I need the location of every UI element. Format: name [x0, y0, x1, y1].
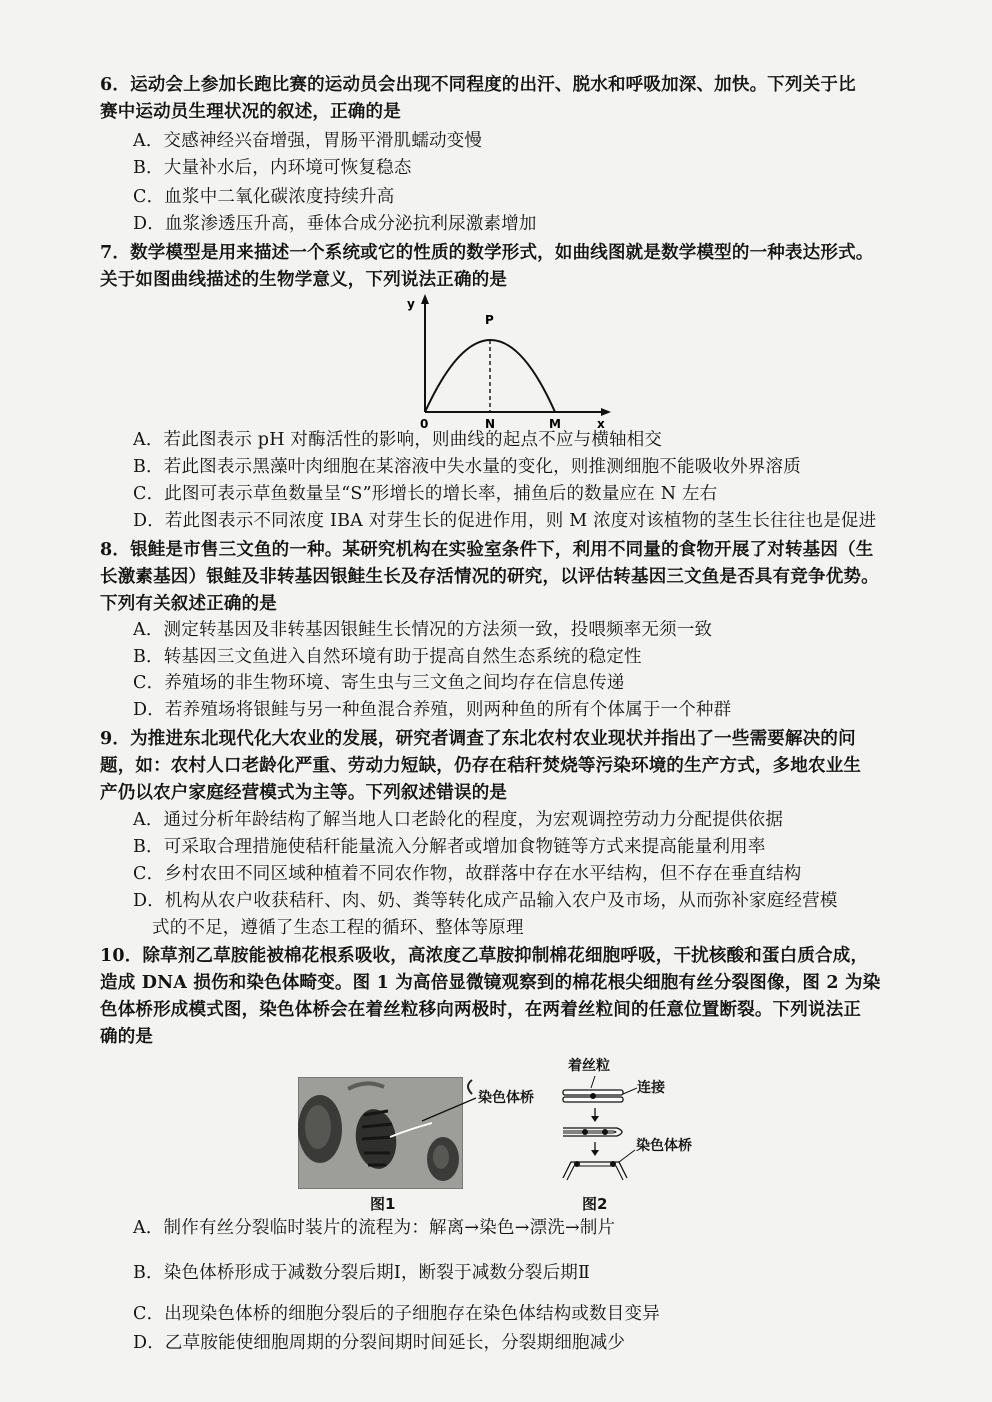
y-axis-label: y [407, 297, 415, 311]
q7-option-d: D．若此图表示不同浓度 IBA 对芽生长的促进作用，则 M 浓度对该植物的茎生长往往也是促进 [133, 511, 877, 531]
q6-option-c: C．血浆中二氧化碳浓度持续升高 [133, 187, 395, 207]
y-axis-arrow [421, 294, 429, 304]
q9-option-d: D．机构从农户收获秸秆、肉、奶、粪等转化成产品输入农户及市场，从而弥补家庭经营模 [133, 891, 838, 911]
q9-stem-line-3: 产仍以农户家庭经营模式为主等。下列叙述错误的是 [100, 783, 508, 803]
q7-option-a: A．若此图表示 pH 对酶活性的影响，则曲线的起点不应与横轴相交 [133, 430, 663, 450]
q9-option-a: A．通过分析年龄结构了解当地人口老龄化的程度，为宏观调控劳动力分配提供依据 [133, 810, 784, 830]
n-label: N [485, 417, 496, 431]
q9-stem-line-2: 题，如：农村人口老龄化严重、劳动力短缺，仍存在秸秆焚烧等污染环境的生产方式，多地农业生 [100, 756, 862, 776]
figure-1-leader-line [420, 1095, 480, 1125]
figure-2-centromere-label: 着丝粒 [568, 1058, 610, 1074]
q8-option-d: D．若养殖场将银鲑与另一种鱼混合养殖，则两种鱼的所有个体属于一个种群 [133, 700, 732, 720]
q8-stem-line-3: 下列有关叙述正确的是 [100, 594, 277, 614]
q8-option-b: B．转基因三文鱼进入自然环境有助于提高自然生态系统的稳定性 [133, 647, 642, 667]
q9-option-b: B．可采取合理措施使秸秆能量流入分解者或增加食物链等方式来提高能量利用率 [133, 837, 766, 857]
q6-option-b: B．大量补水后，内环境可恢复稳态 [133, 158, 412, 178]
figure-2-caption: 图2 [582, 1195, 608, 1213]
figure-1-micrograph [298, 1077, 463, 1189]
q10-stem-line-1: 10．除草剂乙草胺能被棉花根系吸收，高浓度乙草胺抑制棉花细胞呼吸，干扰核酸和蛋白质合成， [100, 946, 869, 966]
q10-option-c: C．出现染色体桥的细胞分裂后的子细胞存在染色体结构或数目变异 [133, 1304, 660, 1324]
q10-stem-line-4: 确的是 [100, 1027, 154, 1047]
q9-option-d-continued: 式的不足，遵循了生态工程的循环、整体等原理 [152, 918, 524, 938]
figure-2-chromosome-bridge-label: 染色体桥 [636, 1138, 692, 1154]
figure-2-join-label: 连接 [637, 1080, 665, 1096]
q8-option-a: A．测定转基因及非转基因银鲑生长情况的方法须一致，投喂频率无须一致 [133, 620, 713, 640]
x-axis-arrow [601, 408, 611, 416]
q8-stem-line-2: 长激素基因）银鲑及非转基因银鲑生长及存活情况的研究，以评估转基因三文鱼是否具有竞争优势。 [100, 567, 879, 587]
q6-option-a: A．交感神经兴奋增强，胃肠平滑肌蠕动变慢 [133, 131, 483, 151]
q7-stem-line-1: 7．数学模型是用来描述一个系统或它的性质的数学形式，如曲线图就是数学模型的一种表达形式。 [100, 243, 874, 263]
origin-label: 0 [420, 417, 429, 431]
q7-option-c: C．此图可表示草鱼数量呈“S”形增长的增长率，捕鱼后的数量应在 N 左右 [133, 484, 718, 504]
q9-stem-line-1: 9．为推进东北现代化大农业的发展，研究者调查了东北农村农业现状并指出了一些需要解决的问 [100, 729, 856, 749]
q10-stem-line-3: 色体桥形成模式图，染色体桥会在着丝粒移向两极时，在两着丝粒间的任意位置断裂。下列说法正 [100, 1000, 862, 1020]
figure-1-chromosome-bridge-label: 染色体桥 [478, 1090, 534, 1106]
q10-option-a: A．制作有丝分裂临时装片的流程为：解离→染色→漂洗→制片 [133, 1218, 616, 1238]
q8-option-c: C．养殖场的非生物环境、寄生虫与三文鱼之间均存在信息传递 [133, 673, 625, 693]
q7-option-b: B．若此图表示黑藻叶肉细胞在某溶液中失水量的变化，则推测细胞不能吸收外界溶质 [133, 457, 801, 477]
q7-stem-line-2: 关于如图曲线描述的生物学意义，下列说法正确的是 [100, 270, 508, 290]
figure-1-caption: 图1 [370, 1195, 396, 1213]
q8-stem-line-1: 8．银鲑是市售三文鱼的一种。某研究机构在实验室条件下，利用不同量的食物开展了对转基因（生 [100, 540, 874, 560]
q6-stem-line-1: 6．运动会上参加长跑比赛的运动员会出现不同程度的出汗、脱水和呼吸加深、加快。下列关于比 [100, 75, 856, 95]
q6-stem-line-2: 赛中运动员生理状况的叙述，正确的是 [100, 102, 401, 122]
q10-stem-line-2: 造成 DNA 损伤和染色体畸变。图 1 为高倍显微镜观察到的棉花根尖细胞有丝分裂图像，图 2 为染 [100, 973, 881, 993]
figure-2-schematic [555, 1070, 640, 1190]
peak-label: P [485, 313, 494, 327]
m-label: M [549, 417, 561, 431]
q9-option-c: C．乡村农田不同区域种植着不同农作物，故群落中存在水平结构，但不存在垂直结构 [133, 864, 802, 884]
q6-option-d: D．血浆渗透压升高，垂体合成分泌抗利尿激素增加 [133, 214, 537, 234]
q10-option-b: B．染色体桥形成于减数分裂后期Ⅰ，断裂于减数分裂后期Ⅱ [133, 1263, 591, 1283]
q7-curve-graph [395, 292, 625, 432]
q10-option-d: D．乙草胺能使细胞周期的分裂间期时间延长，分裂期细胞减少 [133, 1333, 626, 1353]
x-axis-label: x [597, 417, 605, 431]
